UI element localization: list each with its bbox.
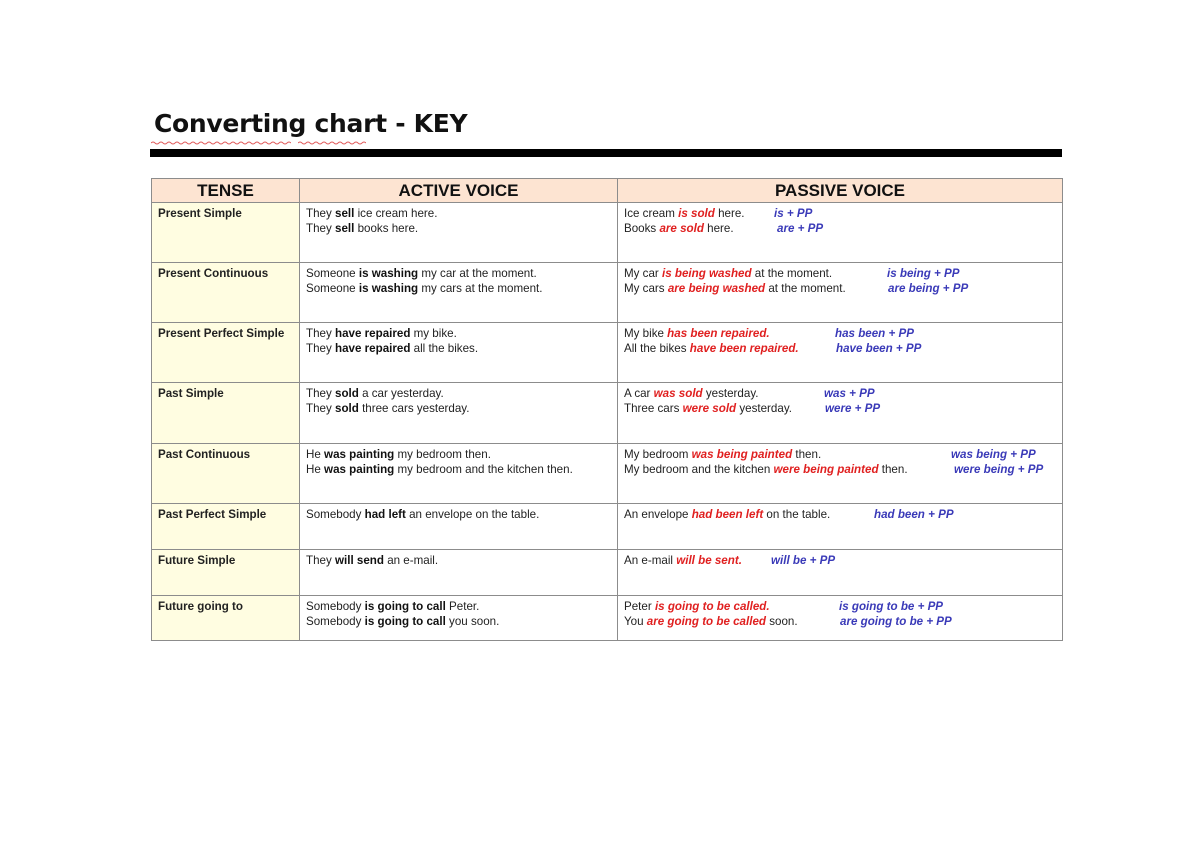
passive-verb: are going to be called: [646, 615, 766, 628]
sentence-text: a car yesterday.: [358, 387, 444, 400]
sentence-text: Someone: [306, 267, 359, 280]
passive-sentence: [624, 206, 1056, 221]
sentence-text: Somebody: [306, 615, 365, 628]
passive-formula: are being + PP: [888, 282, 969, 295]
sentence-text: They: [306, 327, 335, 340]
passive-sentence: [624, 507, 1056, 522]
sentence-text: soon.: [765, 615, 798, 628]
sentence-text: They: [306, 387, 335, 400]
table-row: [152, 504, 1063, 550]
active-voice-cell: [300, 504, 618, 550]
active-verb: sell: [335, 207, 355, 220]
sentence-text: He: [306, 448, 325, 461]
active-sentence: [306, 599, 611, 614]
passive-sentence: [624, 281, 1056, 296]
passive-formula: is + PP: [774, 207, 813, 220]
spellcheck-underline: [298, 141, 366, 145]
passive-verb: will be sent.: [676, 554, 742, 567]
active-verb: have repaired: [335, 342, 411, 355]
active-verb: had left: [364, 508, 406, 521]
passive-sentence: [624, 553, 1056, 568]
active-sentence: [306, 507, 611, 522]
passive-sentence: [624, 599, 1056, 614]
passive-formula: are going to be + PP: [840, 615, 952, 628]
table-row: [152, 323, 1063, 383]
active-verb: sell: [335, 222, 355, 235]
sentence-text: then.: [878, 463, 908, 476]
active-sentence: [306, 206, 611, 221]
active-voice-cell: [300, 444, 618, 504]
converting-chart-table: [151, 178, 1063, 641]
column-header-tense: TENSE: [152, 179, 300, 203]
tense-cell: Present Simple: [152, 203, 300, 263]
sentence-text: here.: [703, 222, 734, 235]
tense-cell: Past Simple: [152, 383, 300, 444]
tense-cell: Future Simple: [152, 550, 300, 596]
passive-sentence: [624, 386, 1056, 401]
sentence-text: you soon.: [445, 615, 500, 628]
sentence-text: My bike: [624, 327, 668, 340]
active-verb: was painting: [324, 448, 395, 461]
sentence-text: Ice cream: [624, 207, 679, 220]
sentence-text: An envelope: [624, 508, 692, 521]
passive-formula: is going to be + PP: [839, 600, 944, 613]
active-verb: is going to call: [364, 600, 446, 613]
sentence-text: my bike.: [410, 327, 457, 340]
active-sentence: [306, 462, 611, 477]
passive-formula: were being + PP: [954, 463, 1044, 476]
passive-sentence: [624, 614, 1056, 629]
sentence-text: My bedroom and the kitchen: [624, 463, 774, 476]
table-row: [152, 203, 1063, 263]
active-verb: is washing: [358, 282, 419, 295]
sentence-text: Somebody: [306, 508, 365, 521]
active-verb: sold: [335, 402, 359, 415]
active-sentence: [306, 326, 611, 341]
active-voice-cell: [300, 323, 618, 383]
passive-verb: is going to be called.: [654, 600, 770, 613]
passive-sentence: [624, 266, 1056, 281]
passive-verb: is sold: [678, 207, 715, 220]
table-header-row: [152, 179, 1063, 203]
table-row: [152, 596, 1063, 641]
sentence-text: an envelope on the table.: [405, 508, 540, 521]
passive-sentence: [624, 401, 1056, 416]
active-sentence: [306, 386, 611, 401]
tense-cell: Future going to: [152, 596, 300, 641]
sentence-text: at the moment.: [765, 282, 846, 295]
passive-voice-cell: [618, 263, 1063, 323]
sentence-text: at the moment.: [751, 267, 833, 280]
sentence-text: A car: [624, 387, 654, 400]
tense-cell: Present Perfect Simple: [152, 323, 300, 383]
active-sentence: [306, 401, 611, 416]
sentence-text: An e-mail: [624, 554, 677, 567]
spellcheck-underline: [151, 141, 291, 145]
active-verb: will send: [335, 554, 384, 567]
active-voice-cell: [300, 203, 618, 263]
passive-voice-cell: [618, 504, 1063, 550]
passive-verb: are being washed: [667, 282, 766, 295]
passive-verb: were being painted: [773, 463, 879, 476]
passive-verb: were sold: [682, 402, 737, 415]
active-sentence: [306, 266, 611, 281]
passive-formula: had been + PP: [874, 508, 954, 521]
tense-cell: Past Perfect Simple: [152, 504, 300, 550]
sentence-text: then.: [792, 448, 822, 461]
active-voice-cell: [300, 263, 618, 323]
passive-formula: have been + PP: [836, 342, 922, 355]
sentence-text: three cars yesterday.: [358, 402, 470, 415]
active-sentence: [306, 553, 611, 568]
sentence-text: on the table.: [763, 508, 831, 521]
table-row: [152, 550, 1063, 596]
sentence-text: They: [306, 402, 335, 415]
sentence-text: yesterday.: [736, 402, 792, 415]
passive-voice-cell: [618, 596, 1063, 641]
active-verb: is washing: [358, 267, 419, 280]
sentence-text: Three cars: [624, 402, 683, 415]
sentence-text: They: [306, 222, 335, 235]
sentence-text: Peter: [624, 600, 655, 613]
sentence-text: He: [306, 463, 325, 476]
sentence-text: My cars: [624, 282, 668, 295]
active-sentence: [306, 341, 611, 356]
active-sentence: [306, 614, 611, 629]
sentence-text: my car at the moment.: [418, 267, 537, 280]
passive-verb: is being washed: [662, 267, 752, 280]
passive-sentence: [624, 462, 1056, 477]
active-sentence: [306, 281, 611, 296]
passive-voice-cell: [618, 203, 1063, 263]
passive-verb: are sold: [659, 222, 704, 235]
active-sentence: [306, 221, 611, 236]
active-voice-cell: [300, 383, 618, 444]
sentence-text: my bedroom then.: [394, 448, 491, 461]
sentence-text: Somebody: [306, 600, 365, 613]
passive-sentence: [624, 326, 1056, 341]
passive-verb: have been repaired.: [689, 342, 799, 355]
sentence-text: here.: [714, 207, 745, 220]
passive-voice-cell: [618, 383, 1063, 444]
passive-voice-cell: [618, 323, 1063, 383]
sentence-text: Someone: [306, 282, 359, 295]
active-verb: sold: [335, 387, 359, 400]
passive-formula: is being + PP: [887, 267, 960, 280]
passive-sentence: [624, 447, 1056, 462]
sentence-text: My car: [624, 267, 663, 280]
sentence-text: All the bikes: [624, 342, 690, 355]
table-row: [152, 383, 1063, 444]
sentence-text: They: [306, 554, 335, 567]
sentence-text: You: [624, 615, 647, 628]
passive-formula: were + PP: [825, 402, 881, 415]
active-voice-cell: [300, 550, 618, 596]
tense-cell: Present Continuous: [152, 263, 300, 323]
passive-formula: will be + PP: [771, 554, 836, 567]
passive-verb: was being painted: [691, 448, 793, 461]
column-header-passive: PASSIVE VOICE: [618, 179, 1063, 203]
passive-sentence: [624, 221, 1056, 236]
passive-voice-cell: [618, 444, 1063, 504]
sentence-text: an e-mail.: [383, 554, 439, 567]
sentence-text: my cars at the moment.: [418, 282, 543, 295]
sentence-text: all the bikes.: [410, 342, 479, 355]
active-verb: was painting: [324, 463, 395, 476]
passive-formula: has been + PP: [835, 327, 914, 340]
active-verb: have repaired: [335, 327, 411, 340]
sentence-text: They: [306, 207, 335, 220]
sentence-text: yesterday.: [702, 387, 759, 400]
passive-voice-cell: [618, 550, 1063, 596]
passive-formula: was + PP: [824, 387, 875, 400]
table-row: [152, 444, 1063, 504]
sentence-text: They: [306, 342, 335, 355]
title-rule: [150, 149, 1062, 157]
passive-formula: was being + PP: [951, 448, 1036, 461]
tense-cell: Past Continuous: [152, 444, 300, 504]
sentence-text: books here.: [354, 222, 419, 235]
sentence-text: Books: [624, 222, 660, 235]
sentence-text: my bedroom and the kitchen then.: [394, 463, 573, 476]
passive-verb: was sold: [653, 387, 703, 400]
column-header-active: ACTIVE VOICE: [300, 179, 618, 203]
passive-sentence: [624, 341, 1056, 356]
sentence-text: My bedroom: [624, 448, 692, 461]
passive-verb: has been repaired.: [667, 327, 770, 340]
active-voice-cell: [300, 596, 618, 641]
page-title: Converting chart - KEY: [154, 109, 468, 138]
sentence-text: ice cream here.: [354, 207, 438, 220]
active-sentence: [306, 447, 611, 462]
passive-verb: had been left: [691, 508, 764, 521]
active-verb: is going to call: [364, 615, 446, 628]
passive-formula: are + PP: [777, 222, 824, 235]
sentence-text: Peter.: [445, 600, 480, 613]
table-row: [152, 263, 1063, 323]
